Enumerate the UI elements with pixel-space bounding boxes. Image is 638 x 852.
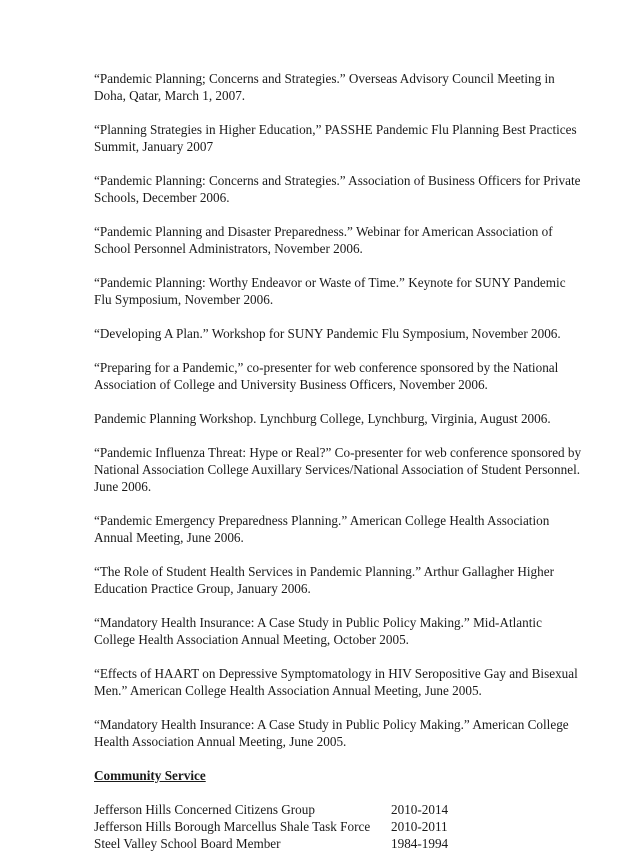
service-name: Jefferson Hills Borough Marcellus Shale Task Force — [94, 819, 371, 834]
document-page — [94, 70, 584, 852]
presentation-entry: “Pandemic Emergency Preparedness Planning.” American College Health Association Annual Meeting, June 2006. — [94, 513, 550, 545]
presentation-entry: “Pandemic Planning; Concerns and Strategies.” Overseas Advisory Council Meeting in Doha, Qatar, March 1, 2007. — [94, 71, 555, 103]
service-name: Steel Valley School Board Member — [94, 836, 281, 851]
presentation-entry: “Effects of HAART on Depressive Symptomatology in HIV Seropositive Gay and Bisexual Men.” American College Health Association Annual Meeting, June 2005. — [94, 666, 578, 698]
section-heading: Community Service — [94, 768, 206, 783]
presentation-entry: “Mandatory Health Insurance: A Case Study in Public Policy Making.” American College Health Association Annual Meeting, June 2005. — [94, 717, 569, 749]
presentation-entry: “Mandatory Health Insurance: A Case Study in Public Policy Making.” Mid-Atlantic College Health Association Annual Meeting, October 2005. — [94, 615, 542, 647]
community-service-section — [94, 767, 584, 852]
presentation-entry: “Preparing for a Pandemic,” co-presenter for web conference sponsored by the National Association of College and University Business Officers, November 2006. — [94, 360, 559, 392]
service-years: 1984-1994 — [391, 836, 449, 851]
presentation-entry: “Pandemic Planning: Concerns and Strategies.” Association of Business Officers for Private Schools, December 2006. — [94, 173, 581, 205]
service-row — [94, 801, 584, 818]
service-name: Jefferson Hills Concerned Citizens Group — [94, 802, 315, 817]
service-row — [94, 835, 584, 852]
presentation-entry: “Planning Strategies in Higher Education,” PASSHE Pandemic Flu Planning Best Practices Summit, January 2007 — [94, 122, 577, 154]
presentations-list — [94, 70, 584, 750]
presentation-entry: “Pandemic Influenza Threat: Hype or Real?” Co-presenter for web conference sponsored by National Association College Auxillary Services/National Association of Student Personnel. June 2006. — [94, 445, 582, 494]
service-years: 2010-2014 — [391, 802, 449, 817]
presentation-entry: “Pandemic Planning and Disaster Preparedness.” Webinar for American Association of School Personnel Administrators, November 2006. — [94, 224, 553, 256]
presentation-entry: “Developing A Plan.” Workshop for SUNY Pandemic Flu Symposium, November 2006. — [94, 326, 561, 341]
presentation-entry: “The Role of Student Health Services in Pandemic Planning.” Arthur Gallagher Higher Education Practice Group, January 2006. — [94, 564, 554, 596]
service-row — [94, 818, 584, 835]
presentation-entry: Pandemic Planning Workshop. Lynchburg College, Lynchburg, Virginia, August 2006. — [94, 411, 551, 426]
service-years: 2010-2011 — [391, 819, 448, 834]
presentation-entry: “Pandemic Planning: Worthy Endeavor or Waste of Time.” Keynote for SUNY Pandemic Flu Symposium, November 2006. — [94, 275, 566, 307]
